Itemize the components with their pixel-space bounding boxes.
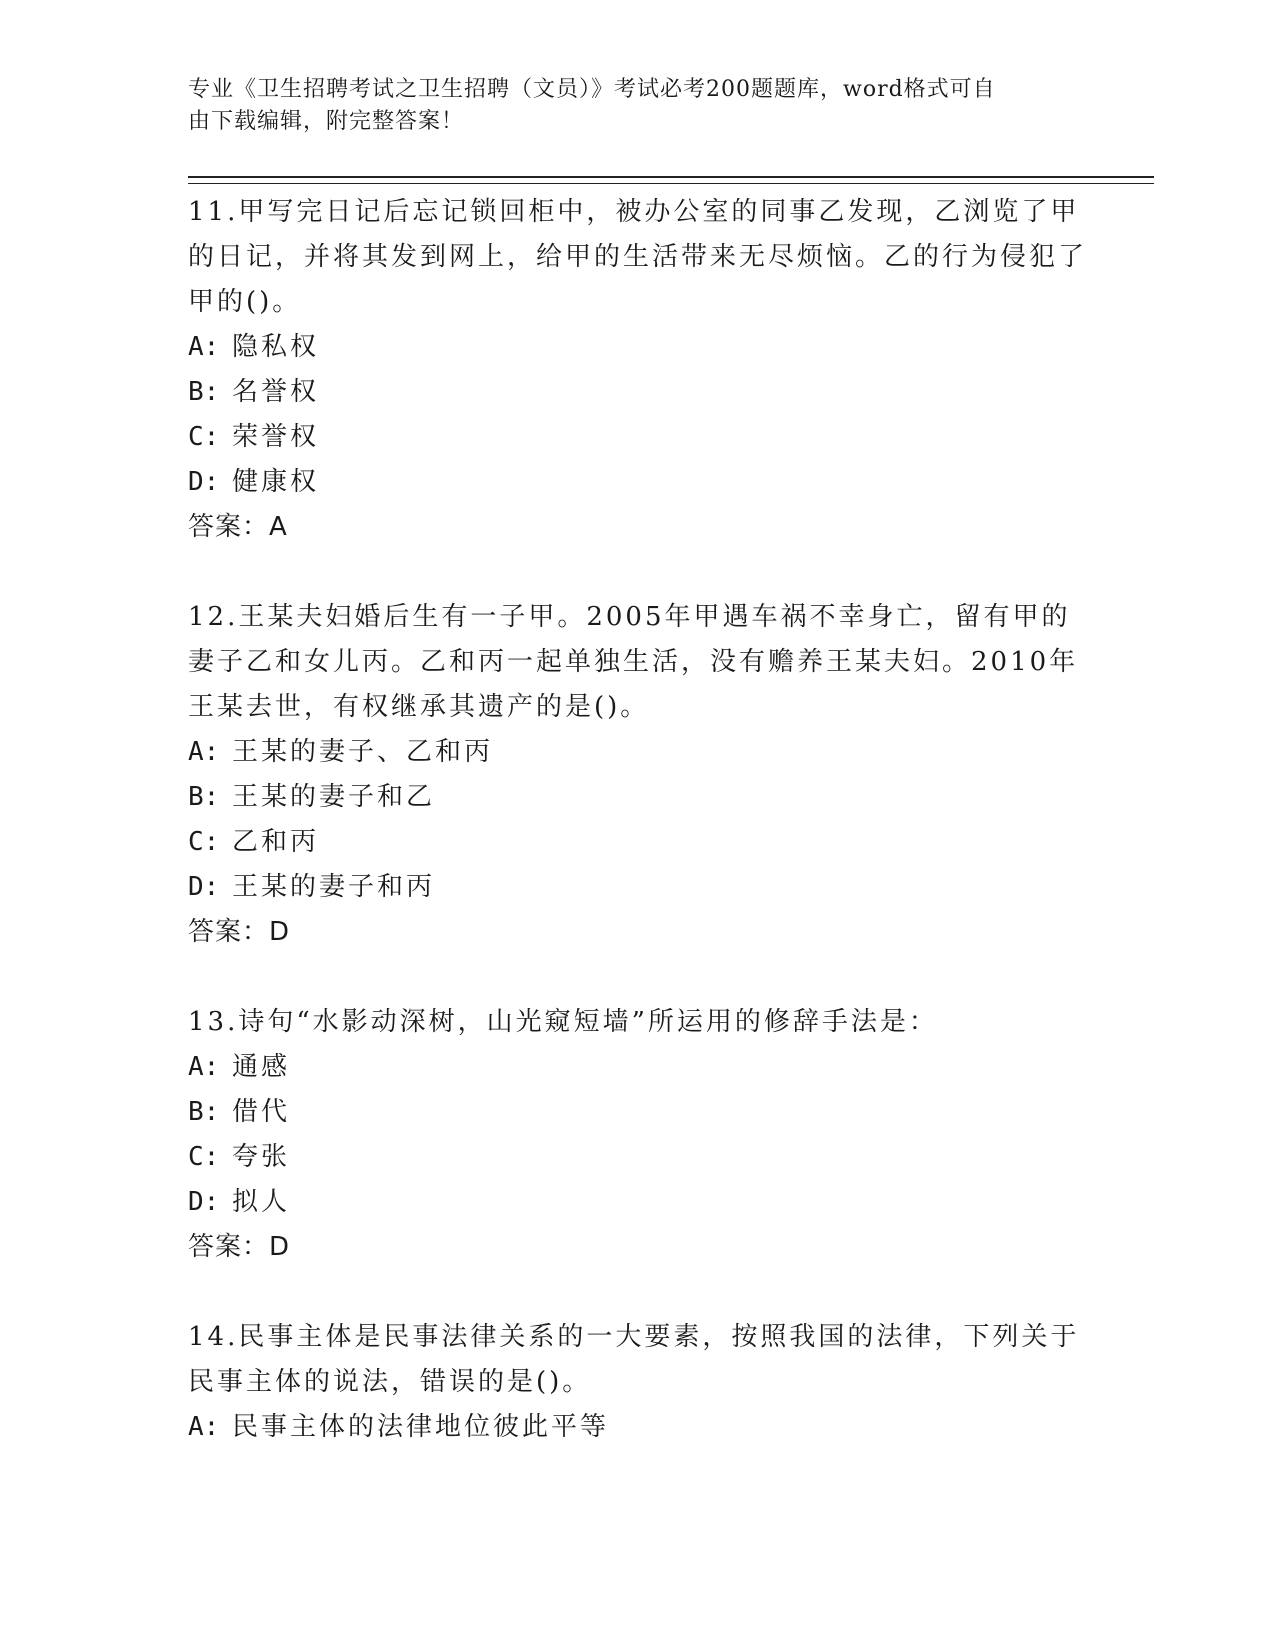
option-text: 健康权	[232, 467, 320, 497]
option-text: 乙和丙	[232, 827, 320, 857]
option-letter: B:	[188, 377, 220, 407]
header-rule-thick	[188, 176, 1154, 178]
option-text: 夸张	[232, 1142, 291, 1172]
option-text: 借代	[232, 1097, 291, 1127]
header-line-2: 由下载编辑，附完整答案！	[188, 109, 465, 134]
option-text: 王某的妻子和丙	[232, 872, 436, 902]
option-d	[188, 865, 1088, 910]
option-text: 拟人	[232, 1187, 291, 1217]
option-letter: A:	[188, 332, 220, 362]
option-text: 名誉权	[232, 377, 320, 407]
option-text: 民事主体的法律地位彼此平等	[232, 1412, 610, 1442]
option-text: 荣誉权	[232, 422, 320, 452]
option-c	[188, 415, 1088, 460]
option-a	[188, 325, 1088, 370]
option-a	[188, 1045, 1088, 1090]
option-letter: B:	[188, 1097, 220, 1127]
option-a	[188, 730, 1088, 775]
question-gap	[188, 1270, 1088, 1315]
option-letter: D:	[188, 872, 220, 902]
option-letter: D:	[188, 1187, 220, 1217]
answer-line: 答案：A	[188, 512, 288, 542]
option-b	[188, 1090, 1088, 1135]
option-c	[188, 1135, 1088, 1180]
question-list	[188, 190, 1088, 1450]
header-rule-thin	[188, 183, 1154, 184]
header-line-1: 专业《卫生招聘考试之卫生招聘（文员）》考试必考200题题库，word格式可自	[188, 77, 996, 102]
answer-line: 答案：D	[188, 917, 291, 947]
question-11	[188, 190, 1088, 550]
option-letter: C:	[188, 422, 220, 452]
answer-line: 答案：D	[188, 1232, 291, 1262]
option-letter: A:	[188, 737, 220, 767]
question-stem: 14.民事主体是民事法律关系的一大要素，按照我国的法律，下列关于民事主体的说法，错误的是()。	[188, 1322, 1080, 1397]
option-text: 王某的妻子和乙	[232, 782, 436, 812]
option-text: 王某的妻子、乙和丙	[232, 737, 494, 767]
question-gap	[188, 550, 1088, 595]
question-stem: 12.王某夫妇婚后生有一子甲。2005年甲遇车祸不幸身亡，留有甲的妻子乙和女儿丙。乙和丙一起单独生活，没有赡养王某夫妇。2010年王某去世，有权继承其遗产的是()。	[188, 602, 1079, 722]
option-letter: C:	[188, 827, 220, 857]
option-a	[188, 1405, 1088, 1450]
option-letter: A:	[188, 1412, 220, 1442]
option-letter: A:	[188, 1052, 220, 1082]
option-d	[188, 460, 1088, 505]
option-text: 隐私权	[232, 332, 320, 362]
option-b	[188, 370, 1088, 415]
option-letter: B:	[188, 782, 220, 812]
option-b	[188, 775, 1088, 820]
option-letter: C:	[188, 1142, 220, 1172]
option-letter: D:	[188, 467, 220, 497]
question-13	[188, 1000, 1088, 1270]
question-stem: 11.甲写完日记后忘记锁回柜中，被办公室的同事乙发现，乙浏览了甲的日记，并将其发到网上，给甲的生活带来无尽烦恼。乙的行为侵犯了甲的()。	[188, 197, 1088, 317]
question-stem: 13.诗句“水影动深树，山光窥短墙”所运用的修辞手法是：	[188, 1007, 938, 1037]
option-d	[188, 1180, 1088, 1225]
document-header	[188, 74, 1068, 138]
option-c	[188, 820, 1088, 865]
option-text: 通感	[232, 1052, 291, 1082]
question-gap	[188, 955, 1088, 1000]
question-12	[188, 595, 1088, 955]
question-14	[188, 1315, 1088, 1450]
